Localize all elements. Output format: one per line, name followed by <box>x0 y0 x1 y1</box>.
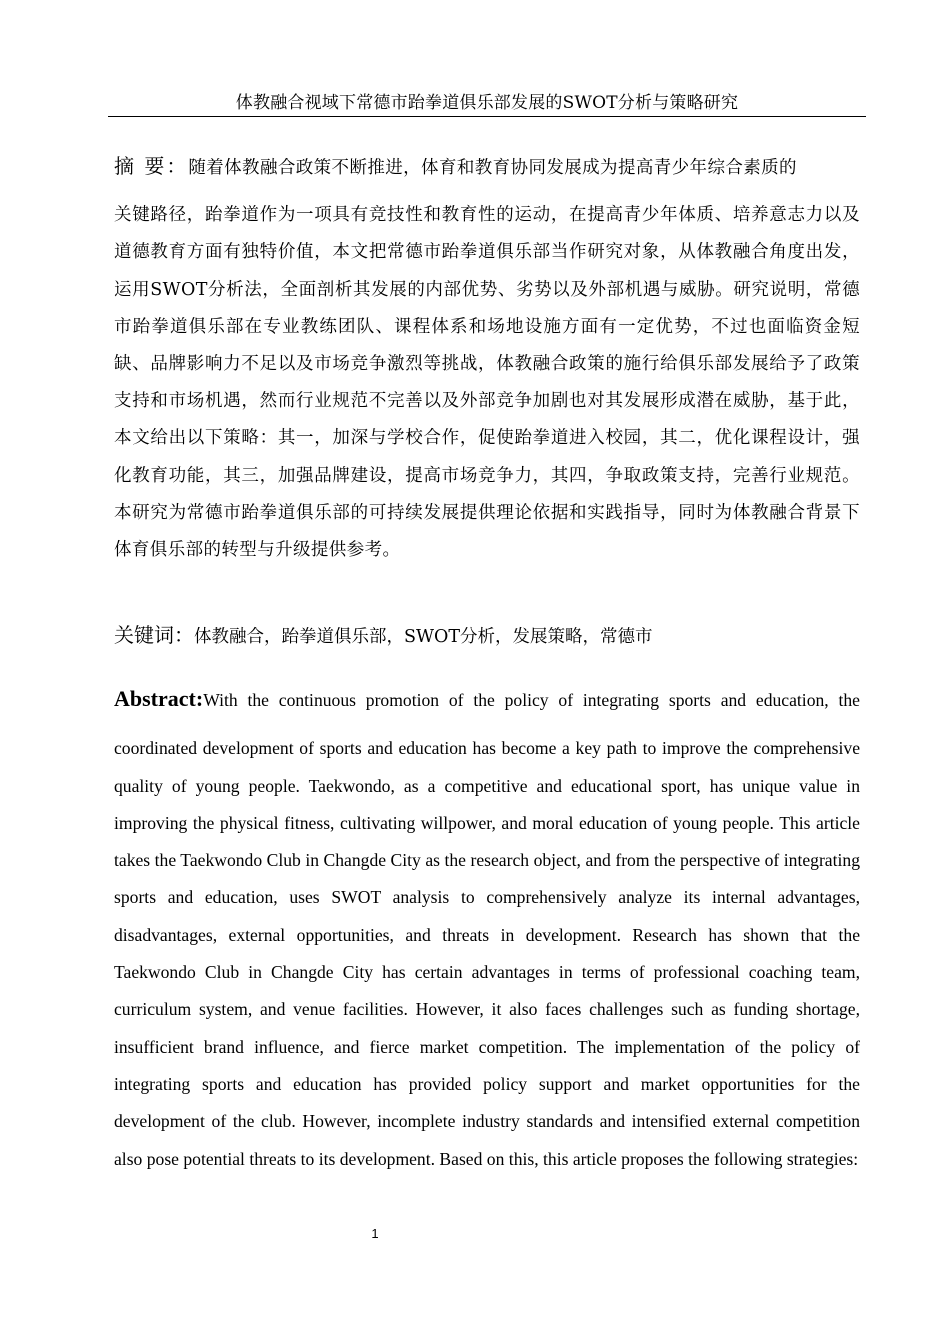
chinese-abstract <box>114 148 860 569</box>
chinese-abstract-opening: 随着体教融合政策不断推进，体育和教育协同发展成为提高青少年综合素质的 <box>188 158 797 178</box>
running-header: 体教融合视域下常德市跆拳道俱乐部发展的SWOT分析与策略研究 <box>108 92 866 117</box>
english-abstract-label: Abstract: <box>114 686 204 711</box>
english-abstract-opening: With the continuous promotion of the policy of integrating sports and education, the <box>203 690 860 710</box>
english-abstract-first-line <box>114 680 860 719</box>
chinese-keywords <box>114 620 860 652</box>
chinese-abstract-label: 摘 要： <box>114 154 189 178</box>
page-number: 1 <box>371 1226 379 1241</box>
chinese-abstract-body: 关键路径，跆拳道作为一项具有竞技性和教育性的运动，在提高青少年体质、培养意志力以及道德教育方面有独特价值，本文把常德市跆拳道俱乐部当作研究对象，从体教融合角度出发，运用SWOT分析法，全面剖析其发展的内部优势、劣势以及外部机遇与威胁。研究说明，常德市跆拳道俱乐部在专业教练团队、课程体系和场地设施方面有一定优势，不过也面临资金短缺、品牌影响力不足以及市场竞争激烈等挑战，体教融合政策的施行给俱乐部发展给予了政策支持和市场机遇，然而行业规范不完善以及外部竞争加剧也对其发展形成潜在威胁，基于此，本文给出以下策略：其一，加深与学校合作，促使跆拳道进入校园，其二，优化课程设计，强化教育功能，其三，加强品牌建设，提高市场竞争力，其四，争取政策支持，完善行业规范。本研究为常德市跆拳道俱乐部的可持续发展提供理论依据和实践指导，同时为体教融合背景下体育俱乐部的转型与升级提供参考。 <box>114 205 860 561</box>
chinese-keywords-text: 体教融合，跆拳道俱乐部，SWOT分析，发展策略，常德市 <box>194 627 653 647</box>
english-abstract-body: coordinated development of sports and education has become a key path to improve the comprehensive quality of young people. Taekwondo, as a competitive and educational sport, has unique value in improving the physical fitness, cultivating willpower, and moral education of young people. This article takes the Taekwondo Club in Changde City as the research object, and from the perspective of integrating sports and education, uses SWOT analysis to comprehensively analyze its internal advantages, disadvantages, external opportunities, and threats in development. Research has shown that the Taekwondo Club in Changde City has certain advantages in terms of professional coaching team, curriculum system, and venue facilities. However, it also faces challenges such as funding shortage, insufficient brand influence, and fierce market competition. The implementation of the policy of integrating sports and education has provided policy support and market opportunities for the development of the club. However, incomplete industry standards and intensified external competition also pose potential threats to its development. Based on this, this article proposes the following strategies: <box>114 738 860 1169</box>
english-abstract <box>114 680 860 1178</box>
chinese-keywords-label: 关键词： <box>114 623 194 647</box>
chinese-abstract-first-line <box>114 148 860 187</box>
